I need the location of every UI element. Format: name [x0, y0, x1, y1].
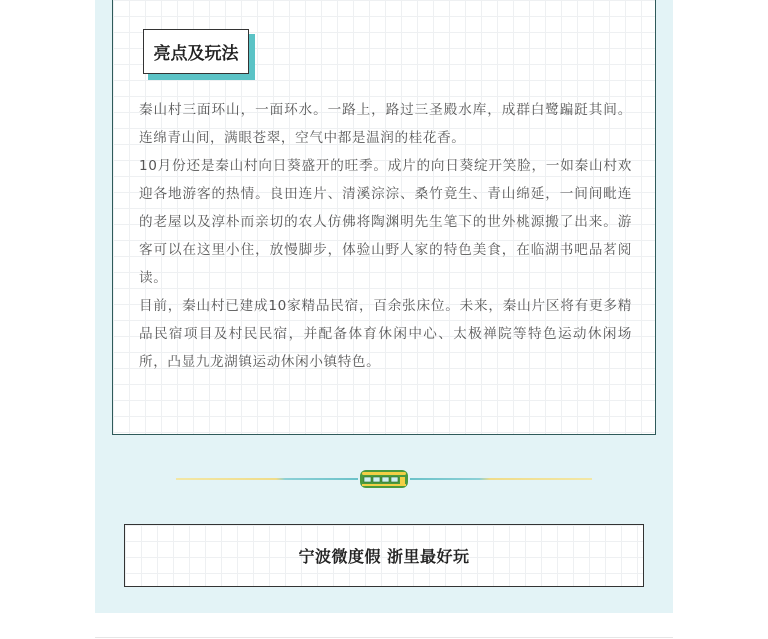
divider-line-right: [410, 478, 592, 480]
divider-line-left: [176, 478, 358, 480]
paragraph-3: 目前，秦山村已建成10家精品民宿，百余张床位。未来，秦山片区将有更多精品民宿项目及村民民宿，并配备体育休闲中心、太极禅院等特色运动休闲场所，凸显九龙湖镇运动休闲小镇特色。: [139, 298, 632, 370]
article-body: [139, 96, 632, 376]
train-icon: [359, 468, 409, 490]
paragraph-1: 秦山村三面环山，一面环水。一路上，路过三圣殿水库，成群白鹭蹁跹其间。连绵青山间，满眼苍翠，空气中都是温润的桂花香。: [139, 102, 632, 146]
bottom-divider: [95, 637, 673, 638]
paragraph-2: 10月份还是秦山村向日葵盛开的旺季。成片的向日葵绽开笑脸，一如秦山村欢迎各地游客的热情。良田连片、清溪淙淙、桑竹竟生、青山绵延，一间间毗连的老屋以及淳朴而亲切的农人仿佛将陶渊明先生笔下的世外桃源搬了出来。游客可以在这里小住，放慢脚步，体验山野人家的特色美食，在临湖书吧品茗阅读。: [139, 158, 632, 286]
slogan-banner: 宁波微度假 浙里最好玩: [124, 524, 644, 587]
section-heading: 亮点及玩法: [143, 29, 249, 74]
